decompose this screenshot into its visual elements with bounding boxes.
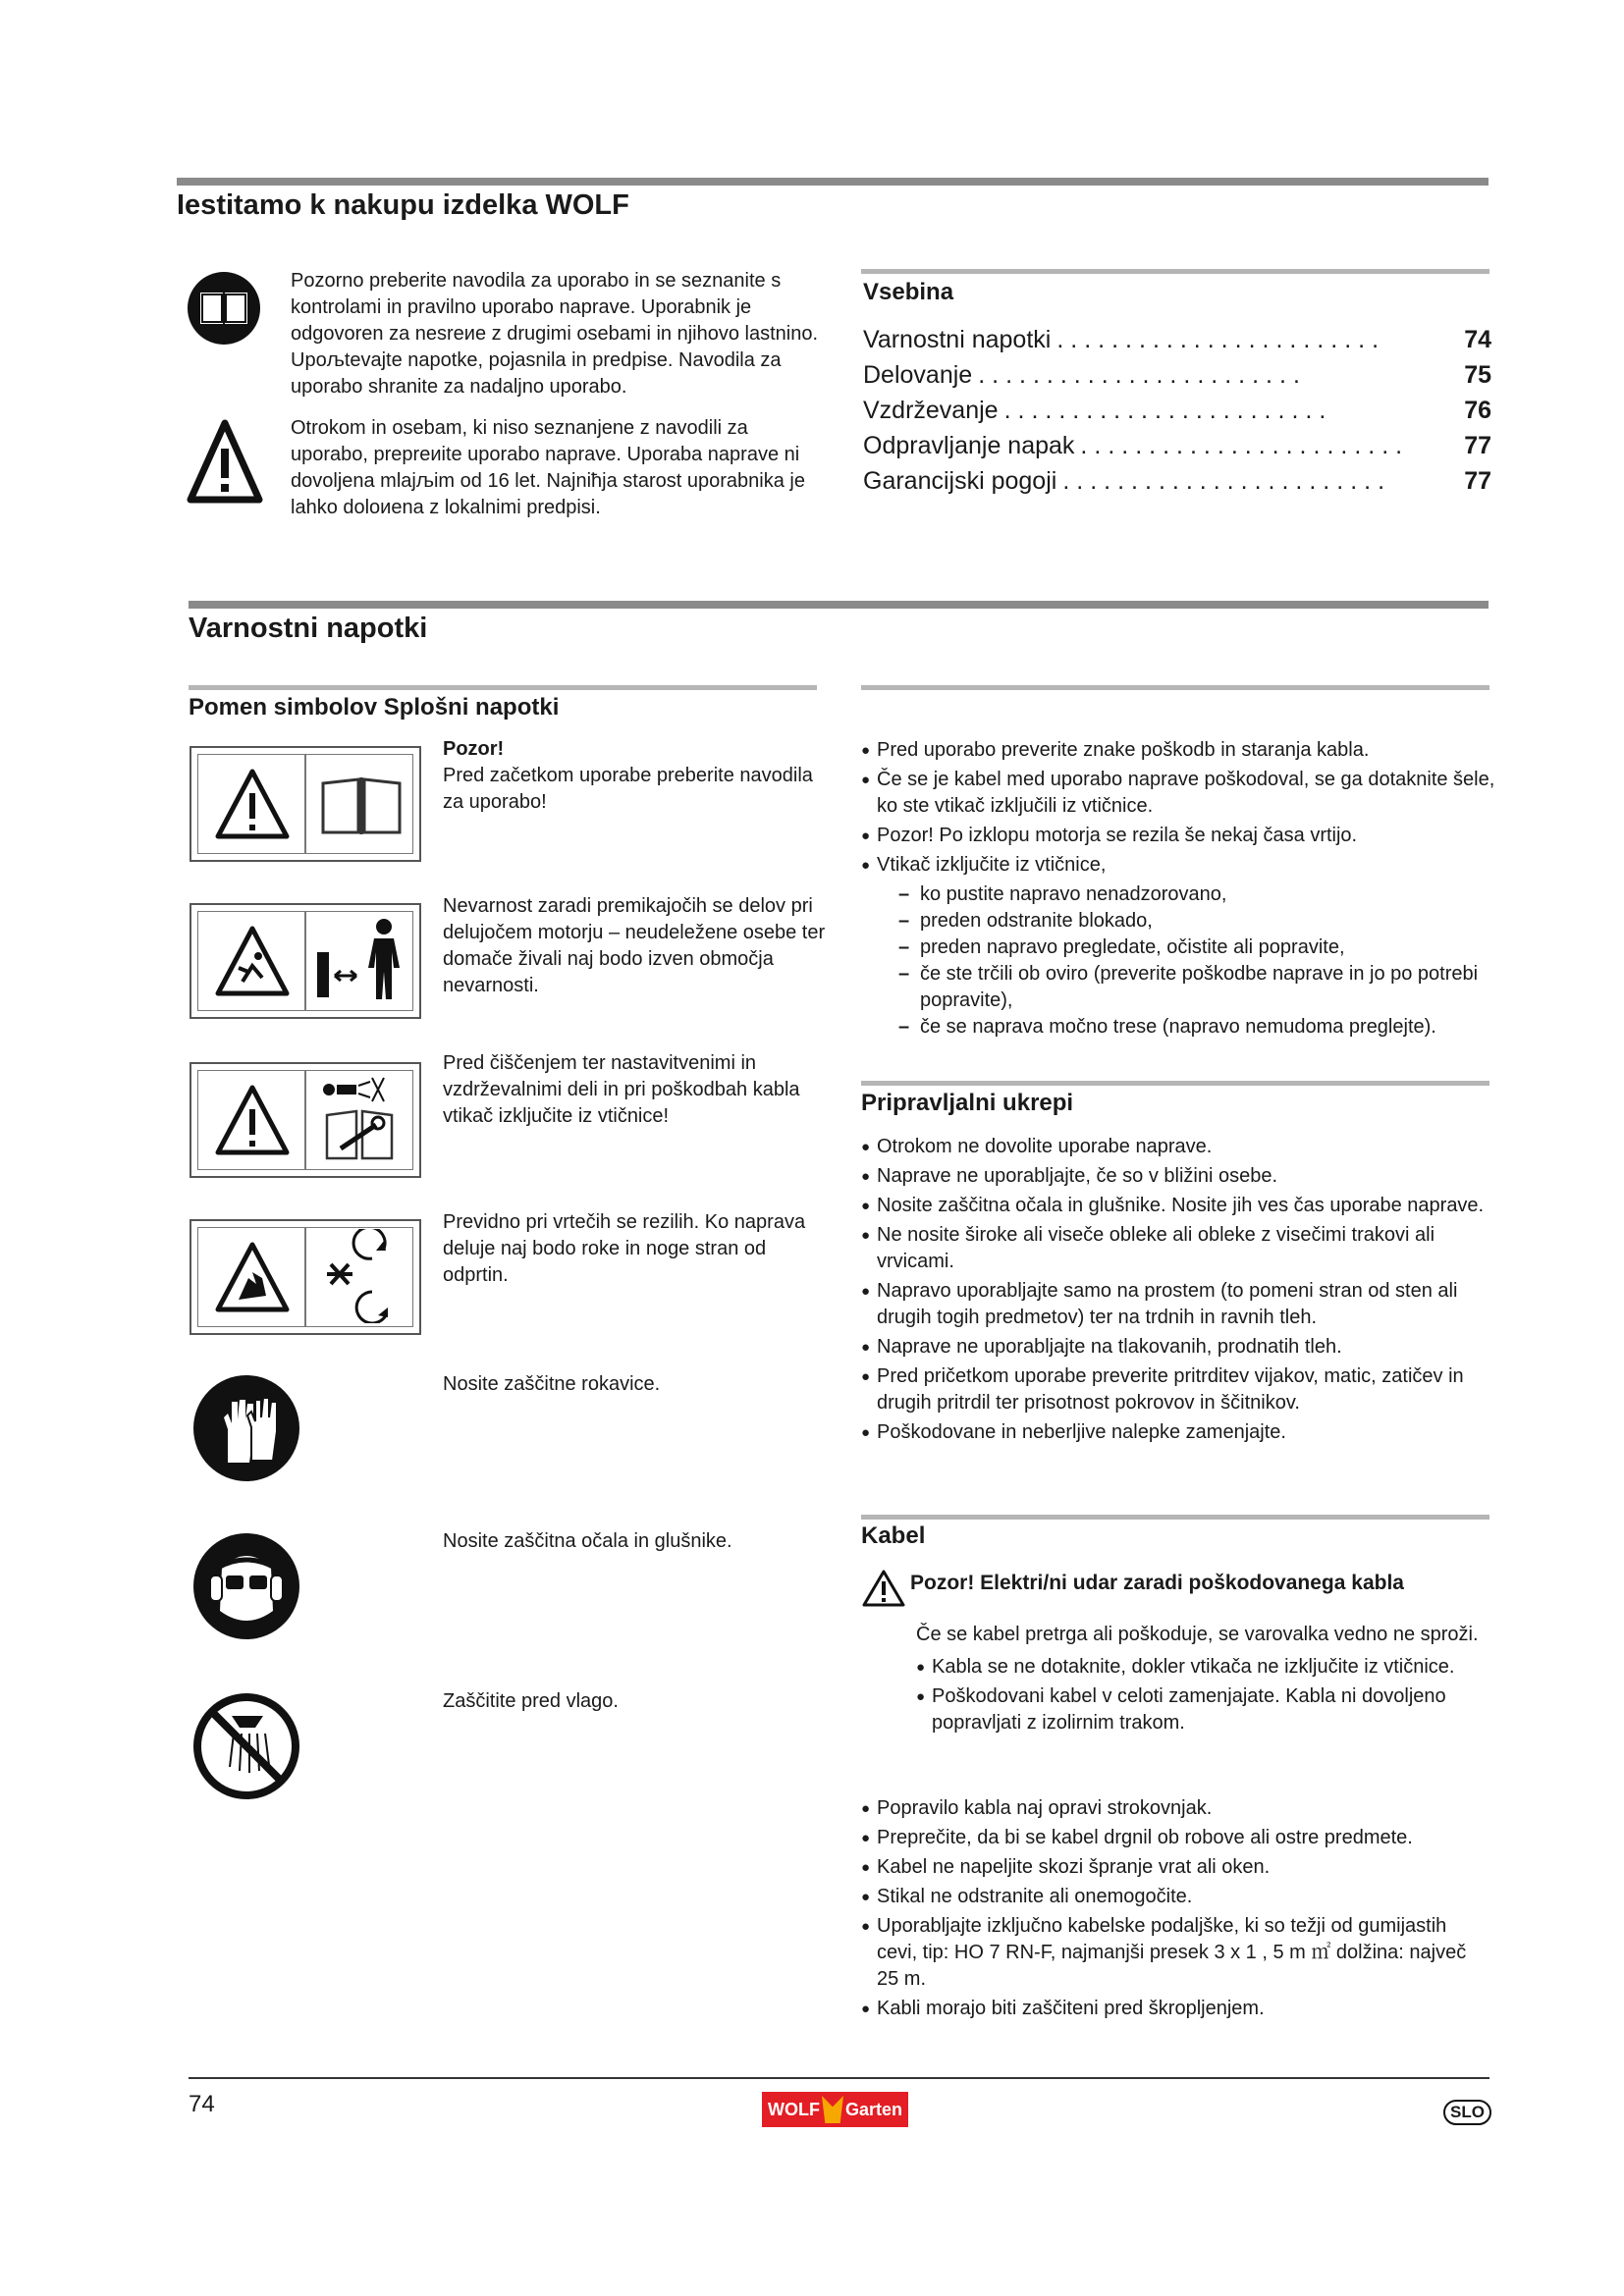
manual-book-icon xyxy=(317,772,406,840)
list-item: – če ste trčili ob oviro (preverite poškodbe naprave in jo po potrebi popravite), xyxy=(898,961,1499,1014)
unplug-cases xyxy=(861,881,1499,1041)
gloves-icon xyxy=(192,1374,300,1482)
top-rule xyxy=(177,178,1489,186)
page-number: 74 xyxy=(189,2091,215,2117)
preparation-heading: Pripravljalni ukrepi xyxy=(861,1090,1074,1116)
list-item: ● Poškodovane in neberljive nalepke zamenjajte. xyxy=(861,1419,1489,1446)
list-item: ● Pozor! Po izklopu motorja se rezila še nekaj časa vrtijo. xyxy=(861,823,1499,849)
list-item: ● Pred pričetkom uporabe preverite pritrditev vijakov, matic, zatičev in drugih pritrdil ter prisotnost pokrovov in ščitnikov. xyxy=(861,1363,1489,1416)
symbol-rotating-blades xyxy=(189,1219,421,1335)
book-icon xyxy=(187,271,261,346)
safety-heading: Varnostni napotki xyxy=(189,613,428,644)
list-item: – preden napravo pregledate, očistite ali popravite, xyxy=(898,934,1499,961)
cable-heading: Kabel xyxy=(861,1522,926,1549)
table-of-contents xyxy=(863,322,1491,499)
list-item: ● Naprave ne uporabljajte na tlakovanih, prodnatih tleh. xyxy=(861,1334,1489,1361)
toc-rule xyxy=(861,269,1489,274)
list-item: ● Ne nosite široke ali viseče obleke ali obleke z visečimi trakovi ali vrvicami. xyxy=(861,1222,1489,1275)
preparation-rule xyxy=(861,1081,1489,1086)
list-item: – če se naprava močno trese (napravo nemudoma preglejte). xyxy=(898,1014,1499,1041)
general-notes xyxy=(861,737,1499,1041)
symbol-moving-parts xyxy=(189,903,421,1019)
list-item: ● Poškodovani kabel v celoti zamenjajate. Kabla ni dovoljeno popravljati z izolirnim trakom. xyxy=(916,1683,1486,1736)
list-item: – preden odstranite blokado, xyxy=(898,908,1499,934)
symbol-4-text: Previdno pri vrtečih se rezilih. Ko naprava deluje naj bodo roke in noge stran od odprtin. xyxy=(443,1211,806,1286)
list-item: ● Nosite zaščitna očala in glušnike. Nosite jih ves čas uporabe naprave. xyxy=(861,1193,1489,1219)
page-title: Iestitamo k nakupu izdelka WOLF xyxy=(177,189,629,221)
thrown-objects-warning-icon xyxy=(213,923,292,1001)
list-item: ● Vtikač izključite iz vtičnice, xyxy=(861,852,1499,879)
cable-warning-block xyxy=(916,1622,1486,1739)
plug-wrench-manual-icon xyxy=(313,1072,407,1166)
warning-triangle-icon xyxy=(213,1082,292,1160)
cable-warning-title: Pozor! Elektri/ni udar zaradi poškodovanega kabla xyxy=(910,1572,1404,1594)
intro-paragraph-1: Pozorno preberite navodila za uporabo in se seznanite s kontrolami in pravilno uporabo naprave. Uporabnik je odgovoren za nesreиe z drugimi osebami in njihovo lastnino. Upoљtevajte napotke, pojasnila in predpise. Navodila za uporabo shranite za nadaljno uporabo. xyxy=(291,270,819,398)
list-item: ● Kabel ne napeljite skozi špranje vrat ali oken. xyxy=(861,1854,1489,1881)
list-item: ● Če se je kabel med uporabo naprave poškodoval, se ga dotaknite šele, ko ste vtikač izključili iz vtičnice. xyxy=(861,767,1499,820)
symbol-6-text: Nosite zaščitna očala in glušnike. xyxy=(443,1530,732,1552)
no-moisture-icon xyxy=(192,1692,300,1800)
list-item: ● Naprave ne uporabljajte, če so v bližini osebe. xyxy=(861,1163,1489,1190)
safety-rule xyxy=(189,601,1489,609)
general-rule xyxy=(861,685,1489,690)
symbol-7-text: Zaščitite pred vlago. xyxy=(443,1690,619,1712)
list-item: ● Otrokom ne dovolite uporabe naprave. xyxy=(861,1134,1489,1160)
symbol-unplug xyxy=(189,1062,421,1178)
toc-item[interactable]: Vzdrževanje ........................ 76 xyxy=(863,397,1491,424)
warning-triangle-icon xyxy=(187,417,263,507)
list-item: ● Popravilo kabla naj opravi strokovnjak. xyxy=(861,1795,1489,1822)
wolf-garten-logo: WOLF Garten xyxy=(762,2092,908,2127)
symbol-read-manual xyxy=(189,746,421,862)
toc-item[interactable]: Delovanje ........................ 75 xyxy=(863,361,1491,389)
symbol-2-text: Nevarnost zaradi premikajočih se delov pri delujočem motorju – neudeležene osebe ter domače živali naj bodo izven območja nevarnosti. xyxy=(443,895,826,996)
warning-triangle-icon xyxy=(213,766,292,844)
list-item: ● Pred uporabo preverite znake poškodb in staranja kabla. xyxy=(861,737,1499,764)
warning-triangle-icon xyxy=(861,1569,906,1608)
list-item: ● Napravo uporabljajte samo na prostem (to pomeni stran od sten ali drugih togih predmetov) ter na trdnih in ravnih tleh. xyxy=(861,1278,1489,1331)
symbol-3-text: Pred čiščenjem ter nastavitvenimi in vzdrževalnimi deli in pri poškodbah kabla vtikač izključite iz vtičnice! xyxy=(443,1052,800,1127)
toc-item[interactable]: Varnostni napotki ........................ 74 xyxy=(863,326,1491,353)
list-item: ● Uporabljajte izključno kabelske podaljške, ki so težji od gumijastih cevi, tip: HO 7 RN-F, najmanjši presek 3 x 1 , 5 m ㎡ dolžina: največ 25 m. xyxy=(861,1913,1489,1993)
toc-item[interactable]: Odpravljanje napak ........................ 77 xyxy=(863,432,1491,459)
toc-item[interactable]: Garancijski pogoji ........................ 77 xyxy=(863,467,1491,495)
hand-blade-warning-icon xyxy=(213,1239,292,1317)
list-item: ● Preprečite, da bi se kabel drgnil ob robove ali ostre predmete. xyxy=(861,1825,1489,1851)
cable-rule xyxy=(861,1515,1489,1520)
language-badge: SLO xyxy=(1443,2100,1491,2125)
rotating-blade-icon xyxy=(313,1229,407,1323)
preparation-list xyxy=(861,1134,1489,1449)
intro-paragraph-2: Otrokom in osebam, ki niso seznanjene z navodili za uporabo, prepreиite uporabo naprave. Uporaba naprave ni dovoljena mlajљim od 16 let. Najniћja starost uporabnika je lahko doloиena z lokalnimi predpisi. xyxy=(291,417,805,518)
list-item: ● Kabli morajo biti zaščiteni pred škropljenjem. xyxy=(861,1996,1489,2022)
symbol-5-text: Nosite zaščitne rokavice. xyxy=(443,1373,661,1395)
symbol-1-text: Pozor! Pred začetkom uporabe preberite navodila za uporabo! xyxy=(443,738,813,813)
list-item: ● Stikal ne odstranite ali onemogočite. xyxy=(861,1884,1489,1910)
symbols-heading: Pomen simbolov Splošni napotki xyxy=(189,694,560,721)
symbols-rule xyxy=(189,685,817,690)
list-item: – ko pustite napravo nenadzorovano, xyxy=(898,881,1499,908)
list-item: ● Kabla se ne dotaknite, dokler vtikača ne izključite iz vtičnice. xyxy=(916,1654,1486,1681)
keep-distance-person-icon xyxy=(311,913,409,1007)
cable-list xyxy=(861,1795,1489,2025)
toc-heading: Vsebina xyxy=(863,279,954,305)
goggles-earmuffs-icon xyxy=(192,1532,300,1640)
cable-warning-text: Če se kabel pretrga ali poškoduje, se varovalka vedno ne sproži. xyxy=(916,1624,1479,1645)
footer-rule xyxy=(189,2077,1489,2079)
fox-icon xyxy=(822,2096,843,2123)
